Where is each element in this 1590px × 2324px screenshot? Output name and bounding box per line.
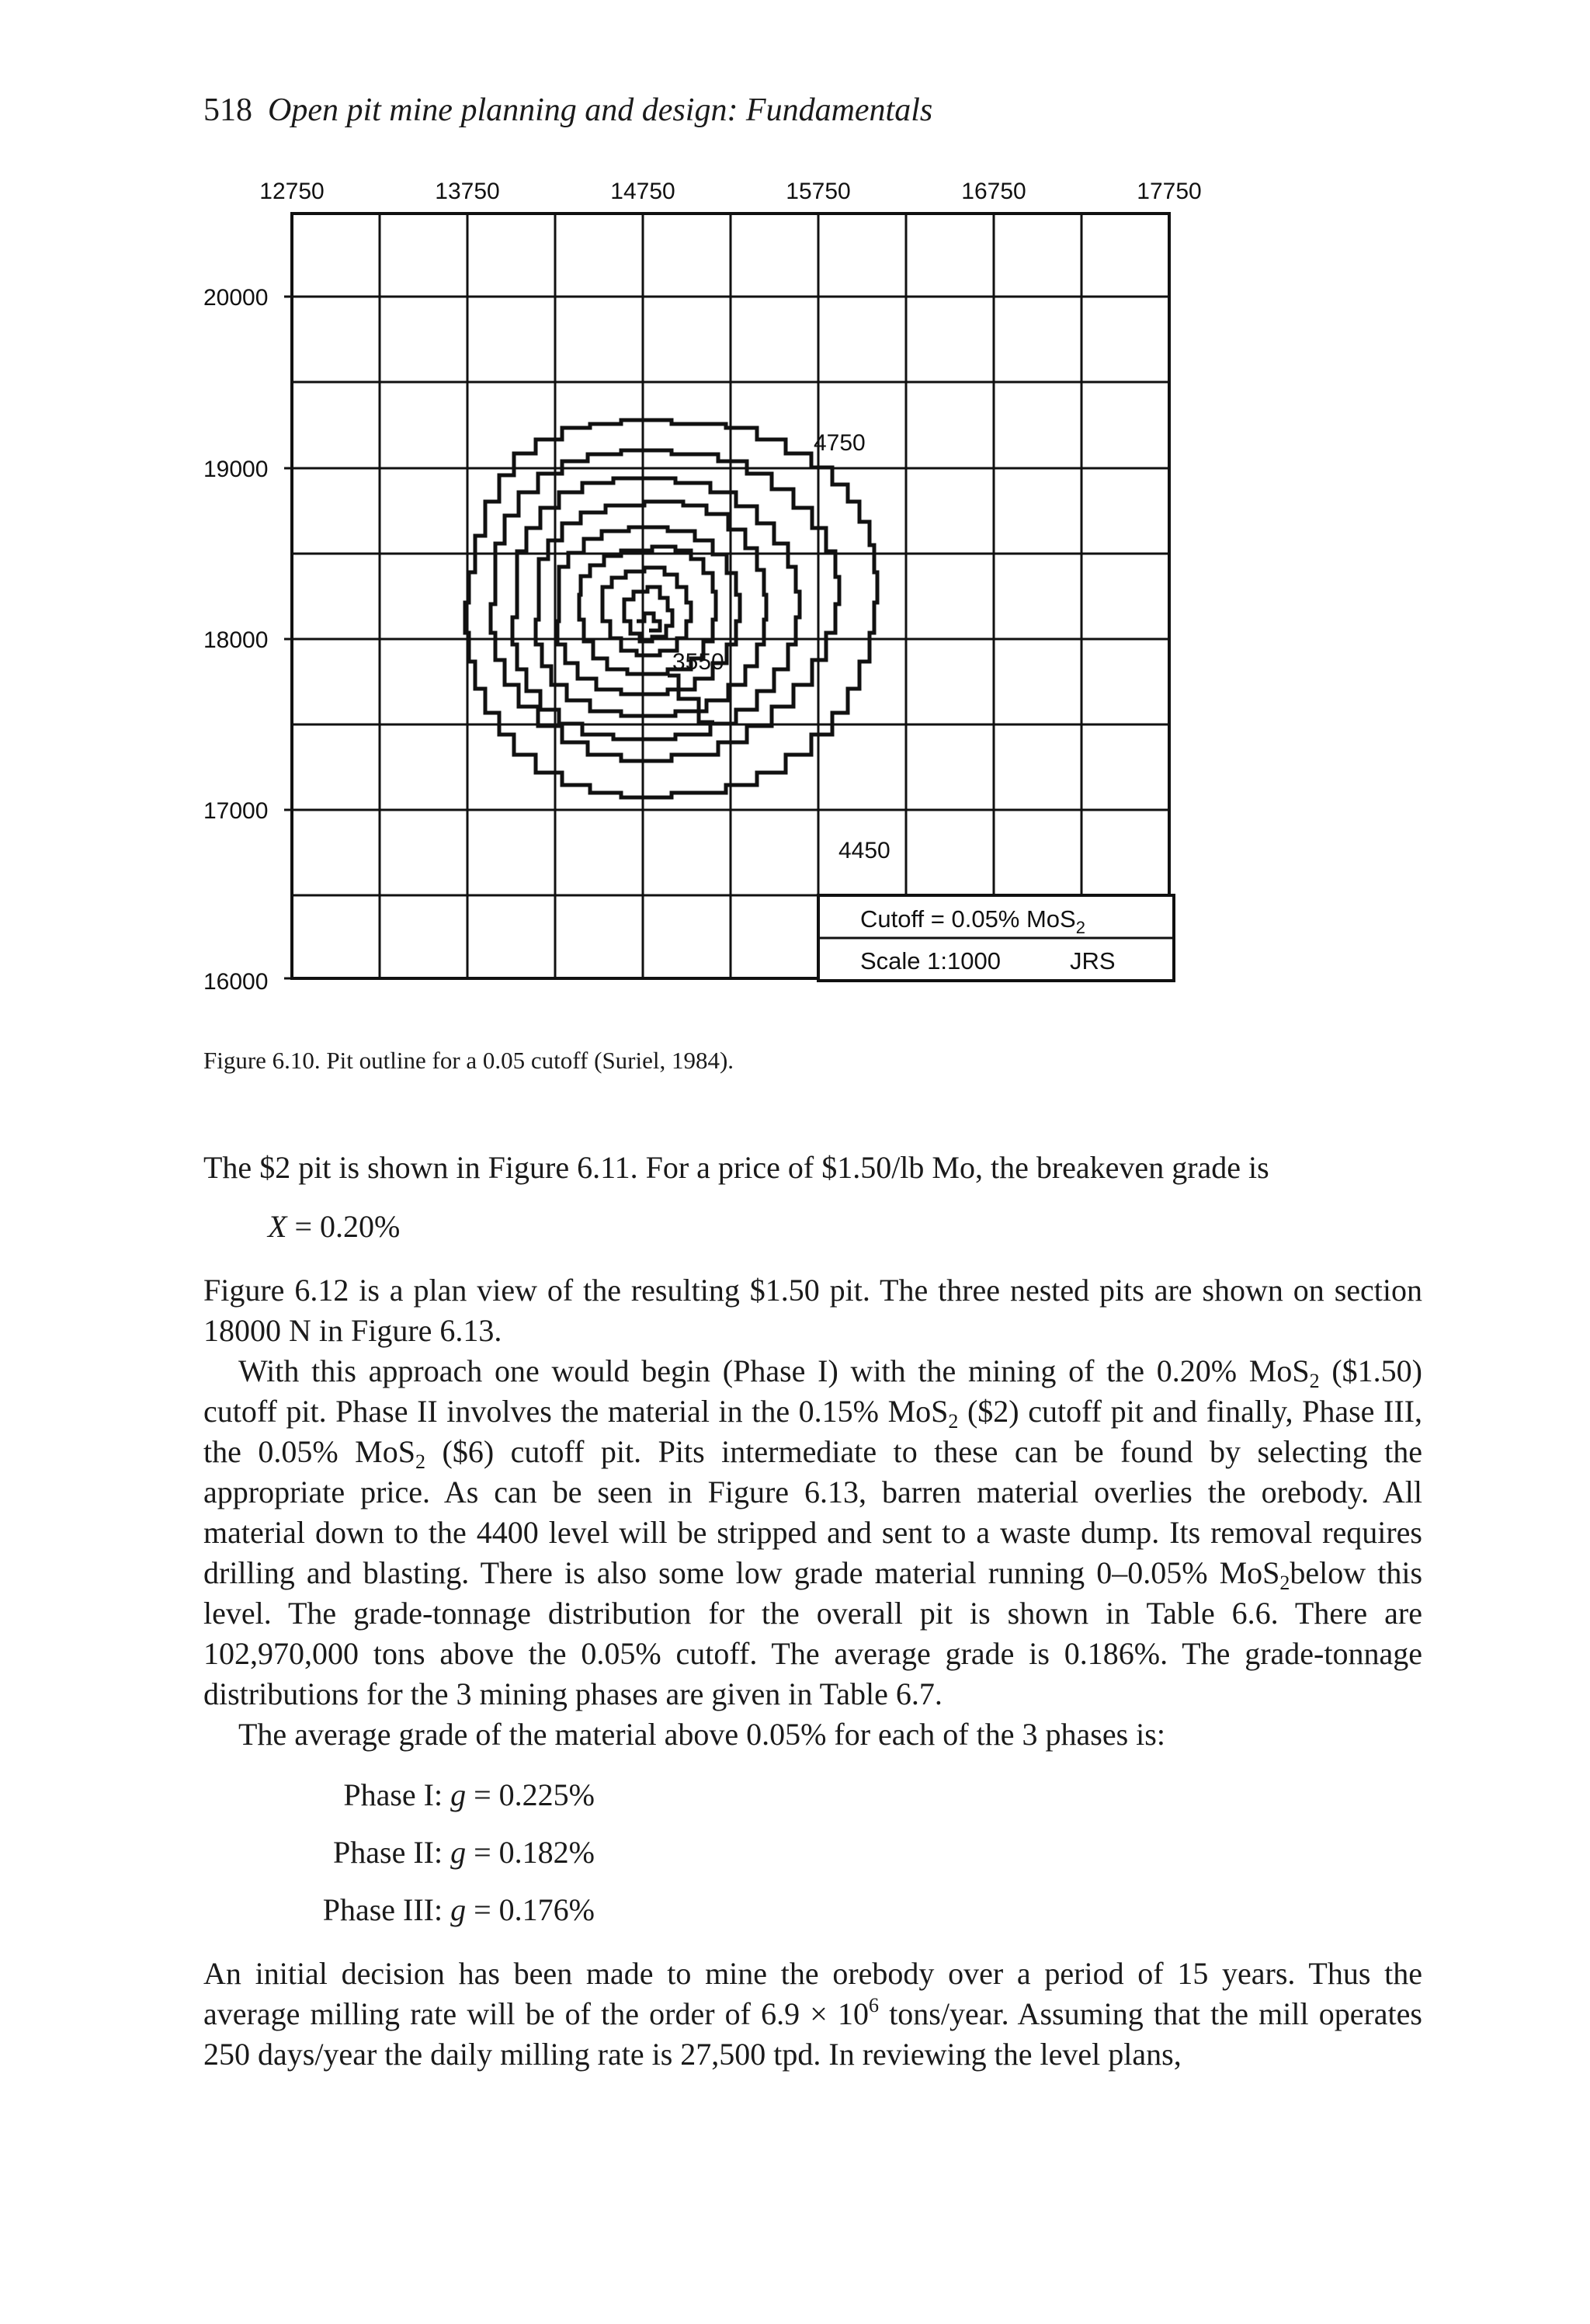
- page-number: 518: [203, 92, 252, 128]
- x-tick-labels: [259, 179, 1201, 204]
- paragraph-5: An initial decision has been made to mine the orebody over a period of 15 years. Thus the average milling rate will be of the order of $6.9 \times 10^6$ tons/year. Assuming that the mill operates 250 days/year the daily milling rate is 27,500 tpd. In reviewing the level plans,: [203, 1956, 1422, 2072]
- book-title: Open pit mine planning and design: Fundamentals: [268, 92, 933, 128]
- legend-author: JRS: [1070, 947, 1116, 974]
- pit-outline-plan: [0, 0, 1590, 1009]
- paragraph-3: With this approach one would begin (Phase I) with the mining of the 0.20% MoS$_2$ ($1.50) cutoff pit. Phase II involves the material in the 0.15% MoS$_2$ ($2) cutoff pit and finally, Phase III, the 0.05% MoS$_2$ ($6) cutoff pit. Pits intermediate to these can be found by selecting the appropriate price. As can be seen in Figure 6.13, barren material overlies the orebody. All material down to the 4400 level will be stripped and sent to a waste dump. Its removal requires drilling and blasting. There is also some low grade material running 0–0.05% MoS$_2$below this level. The grade-tonnage distribution for the overall pit is shown in Table 6.6. There are 102,970,000 tons above the 0.05% cutoff. The average grade is 0.186%. The grade-tonnage distributions for the 3 mining phases are given in Table 6.7.: [203, 1353, 1423, 1711]
- pit-contours: [465, 420, 877, 797]
- legend-box: [818, 895, 1174, 981]
- paragraph-4: The average grade of the material above 0.05% for each of the 3 phases is:: [238, 1717, 1165, 1752]
- paragraph-2: Figure 6.12 is a plan view of the resulting $1.50 pit. The three nested pits are shown on section 18000 N in Figure 6.13.: [203, 1273, 1422, 1348]
- y-tick-label: 19000: [203, 457, 269, 482]
- x-tick-label: 17750: [1137, 179, 1202, 204]
- figure-caption: Figure 6.10. Pit outline for a 0.05 cutoff (Suriel, 1984).: [203, 1047, 734, 1074]
- x-tick-label: 13750: [435, 179, 500, 204]
- equation-breakeven-grade: X = 0.20%: [268, 1209, 401, 1244]
- contour-label-top: 4750: [814, 430, 866, 456]
- equation-phase-3: Phase III: g = 0.176%: [322, 1892, 595, 1927]
- contour-label-bottom: 4450: [838, 838, 890, 863]
- x-tick-label: 16750: [961, 179, 1026, 204]
- x-tick-label: 14750: [610, 179, 675, 204]
- pit-contour-9: [637, 613, 660, 631]
- equation-phase-1: Phase I: g = 0.225%: [343, 1777, 595, 1812]
- figure-pit-outline: [0, 0, 1590, 1009]
- y-tick-label: 20000: [203, 285, 269, 311]
- y-tick-labels: [203, 285, 268, 995]
- x-tick-label: 15750: [786, 179, 851, 204]
- grid-vertical: [380, 214, 1081, 978]
- paragraph-1: The $2 pit is shown in Figure 6.11. For a price of $1.50/lb Mo, the breakeven grade is: [203, 1150, 1269, 1185]
- y-tick-label: 18000: [203, 627, 269, 653]
- x-tick-label: 12750: [259, 179, 325, 204]
- contour-label-center: 3550: [672, 649, 724, 675]
- legend-cutoff: Cutoff = 0.05% MoS$_2$: [860, 905, 1085, 937]
- y-tick-label: 16000: [203, 969, 269, 995]
- legend-scale: Scale 1:1000: [860, 947, 1001, 974]
- equation-phase-2: Phase II: g = 0.182%: [333, 1835, 595, 1870]
- y-tick-label: 17000: [203, 798, 269, 824]
